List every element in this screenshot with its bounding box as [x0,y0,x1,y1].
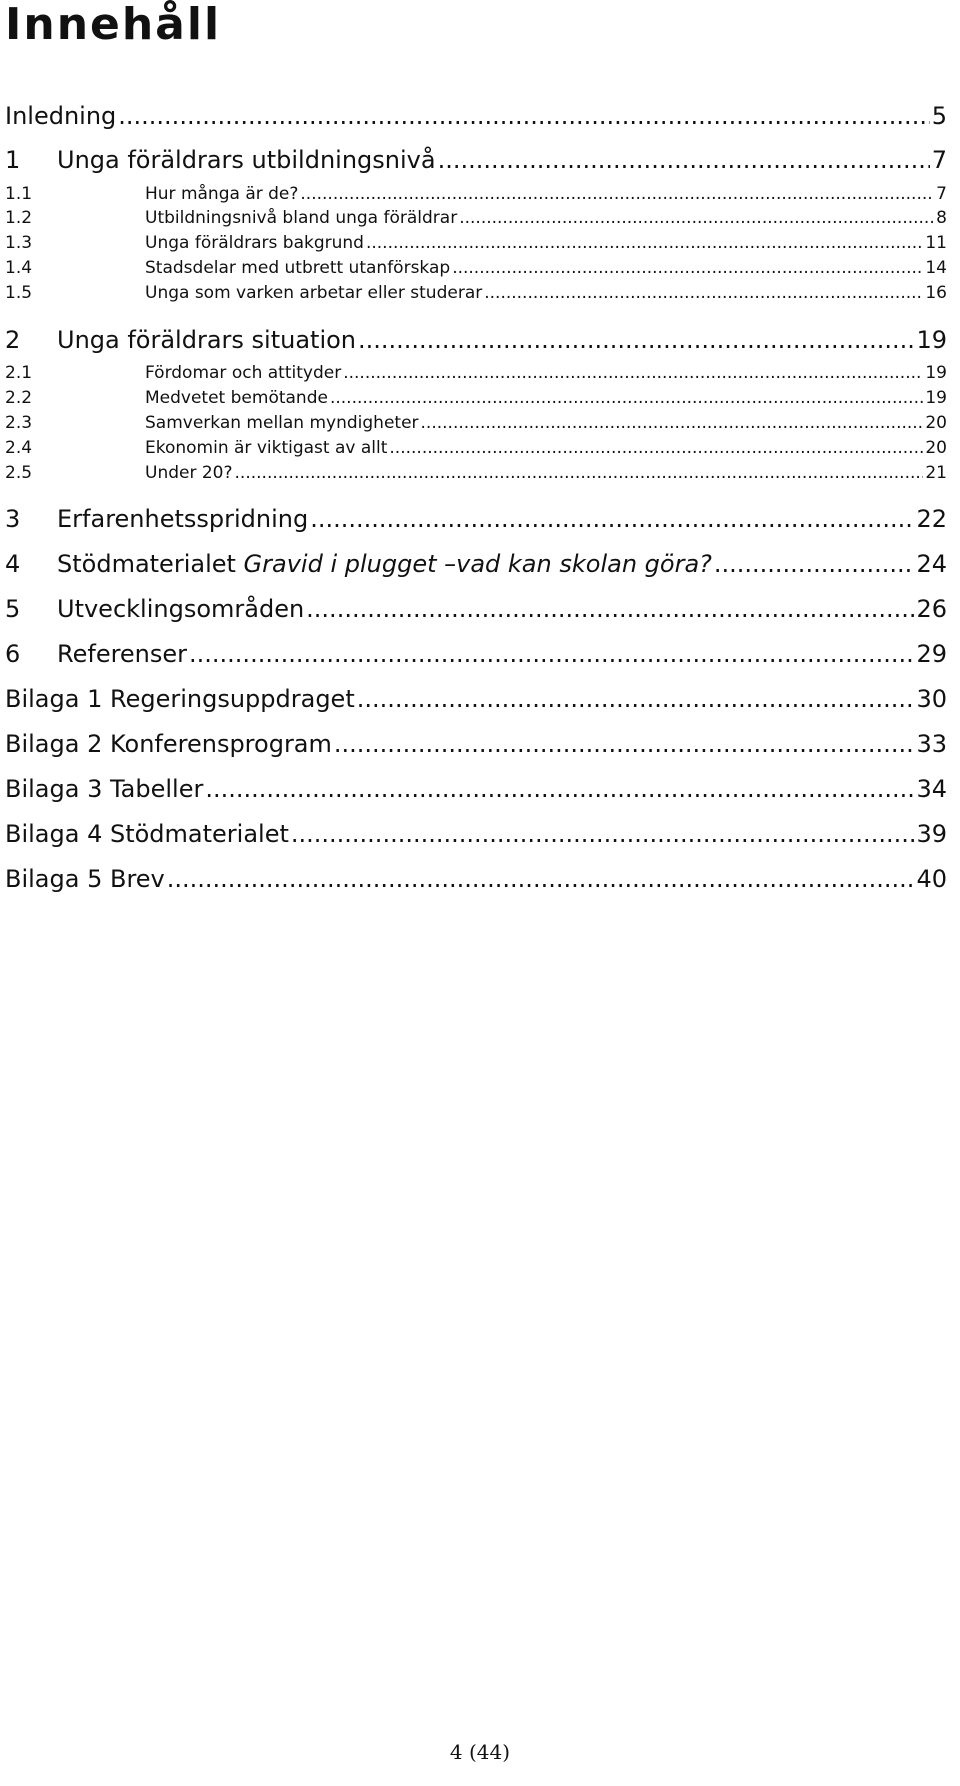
toc-entry-number: 1.3 [5,233,33,253]
toc-entry-title [57,640,187,668]
toc-dot-leader [343,363,923,384]
toc-dot-leader [389,438,923,459]
toc-entry[interactable] [5,184,947,205]
toc-entry-page: 24 [916,550,947,578]
toc-entry[interactable] [5,208,947,229]
toc-entry-title [57,326,356,354]
toc-entry-title [57,595,304,623]
toc-entry-title-italic: Gravid i plugget –vad kan skolan göra? [243,550,712,578]
toc-entry-page: 34 [916,775,947,803]
toc-entry-title-text: Unga föräldrars bakgrund [145,233,364,253]
toc-entry-page: 20 [925,413,947,433]
toc-entry-title [5,730,332,758]
toc-dot-leader [334,730,915,758]
toc-entry-page: 20 [925,438,947,458]
toc-entry-page: 11 [925,233,947,253]
toc-entry-page: 19 [925,388,947,408]
toc-entry-title-text: Erfarenhetsspridning [57,505,309,533]
toc-entry-title-text: Bilaga 4 Stödmaterialet [5,820,289,848]
toc-entry-title-text: Medvetet bemötande [145,388,328,408]
toc-entry-page: 33 [916,730,947,758]
toc-entry[interactable] [5,438,947,459]
toc-entry-title [145,363,341,384]
toc-entry[interactable] [5,685,947,713]
page-title: Innehåll [5,0,222,50]
toc-dot-leader [366,233,923,254]
toc-entry-number: 1.5 [5,283,33,303]
toc-entry-title-text: Bilaga 3 Tabeller [5,775,204,803]
toc-entry-page: 40 [916,865,947,893]
toc-dot-leader [306,595,914,623]
toc-entry-title [145,233,364,254]
toc-entry-page: 21 [925,463,947,483]
toc-entry-page: 19 [916,326,947,354]
toc-entry[interactable] [5,326,947,354]
toc-entry-title [5,685,355,713]
toc-entry-page: 8 [936,208,947,228]
toc-entry-title-text: Unga som varken arbetar eller studerar [145,283,483,303]
toc-dot-leader [421,413,924,434]
toc-dot-leader [189,640,914,668]
toc-entry-page: 7 [931,146,947,174]
toc-entry-title-text: Inledning [5,102,117,130]
toc-entry-title-text: Bilaga 5 Brev [5,865,165,893]
page-number: 4 (44) [449,1740,511,1764]
toc-dot-leader [357,685,915,713]
toc-entry-page: 16 [925,283,947,303]
toc-entry[interactable] [5,363,947,384]
toc-entry-page: 39 [916,820,947,848]
toc-entry-title [57,505,308,533]
toc-entry-number: 4 [5,550,21,578]
toc-entry-page: 14 [925,258,947,278]
toc-entry-title-text: Utvecklingsområden [57,595,305,623]
toc-entry-number: 1.1 [5,184,33,204]
toc-entry-title-text: Stadsdelar med utbrett utanförskap [145,258,451,278]
toc-entry-title [145,184,298,205]
toc-entry[interactable] [5,233,947,254]
toc-entry-title-text: Unga föräldrars utbildningsnivå [57,146,436,174]
toc-dot-leader [167,865,915,893]
toc-entry[interactable] [5,283,947,304]
toc-entry-number: 5 [5,595,21,623]
toc-entry[interactable] [5,388,947,409]
toc-dot-leader [291,820,915,848]
toc-dot-leader [452,258,923,279]
toc-entry-title [57,146,436,174]
toc-entry[interactable] [5,505,947,533]
toc-entry-title-text: Hur många är de? [145,184,299,204]
toc-entry-title [145,258,450,279]
toc-entry-page: 22 [916,505,947,533]
toc-entry-number: 2.2 [5,388,33,408]
toc-entry-title [57,550,712,578]
toc-entry-page: 26 [916,595,947,623]
toc-entry-title [5,865,165,893]
toc-dot-leader [459,208,934,229]
toc-entry-title-text: Stödmaterialet [57,550,244,578]
toc-entry-number: 2.4 [5,438,33,458]
toc-entry-number: 2.3 [5,413,33,433]
toc-dot-leader [438,146,930,174]
toc-entry[interactable] [5,146,947,174]
toc-entry-number: 1.2 [5,208,33,228]
toc-entry-number: 6 [5,640,21,668]
toc-dot-leader [330,388,923,409]
toc-entry-title-text: Referenser [57,640,188,668]
toc-dot-leader [205,775,914,803]
toc-entry-title-text: Fördomar och attityder [145,363,342,383]
toc-entry[interactable] [5,865,947,893]
toc-entry-title-text: Ekonomin är viktigast av allt [145,438,388,458]
toc-entry-number: 1.4 [5,258,33,278]
toc-entry[interactable] [5,102,947,130]
toc-dot-leader [300,184,934,205]
toc-entry-number: 2 [5,326,21,354]
toc-entry[interactable] [5,730,947,758]
toc-entry-title [145,413,419,434]
toc-entry[interactable] [5,775,947,803]
toc-dot-leader [358,326,914,354]
toc-entry-page: 30 [916,685,947,713]
toc-entry-title-text: Bilaga 2 Konferensprogram [5,730,332,758]
toc-entry-title [145,283,482,304]
toc-entry-title [145,388,328,409]
toc-dot-leader [714,550,915,578]
toc-entry[interactable] [5,463,947,484]
toc-entry[interactable] [5,413,947,434]
toc-entry-page: 5 [931,102,947,130]
toc-entry-page: 7 [936,184,947,204]
toc-entry-number: 2.1 [5,363,33,383]
toc-dot-leader [310,505,914,533]
toc-entry-title-text: Unga föräldrars situation [57,326,357,354]
toc-dot-leader [118,102,929,130]
toc-dot-leader [235,463,924,484]
toc-entry-title [145,208,457,229]
toc-entry[interactable] [5,820,947,848]
toc-dot-leader [484,283,923,304]
toc-entry-number: 2.5 [5,463,33,483]
toc-entry[interactable] [5,595,947,623]
toc-entry-page: 19 [925,363,947,383]
toc-entry-title [5,102,116,130]
toc-entry-title-text: Samverkan mellan myndigheter [145,413,419,433]
toc-entry-number: 3 [5,505,21,533]
toc-entry-title-text: Under 20? [145,463,233,483]
toc-entry-title-text: Utbildningsnivå bland unga föräldrar [145,208,458,228]
toc-entry-number: 1 [5,146,21,174]
toc-entry-title [5,820,289,848]
toc-entry[interactable] [5,550,947,578]
toc-entry-title [5,775,203,803]
toc-entry-title [145,463,233,484]
toc-entry-title-text: Bilaga 1 Regeringsuppdraget [5,685,355,713]
toc-entry[interactable] [5,640,947,668]
toc-entry-title [145,438,387,459]
toc-entry[interactable] [5,258,947,279]
toc-entry-page: 29 [916,640,947,668]
